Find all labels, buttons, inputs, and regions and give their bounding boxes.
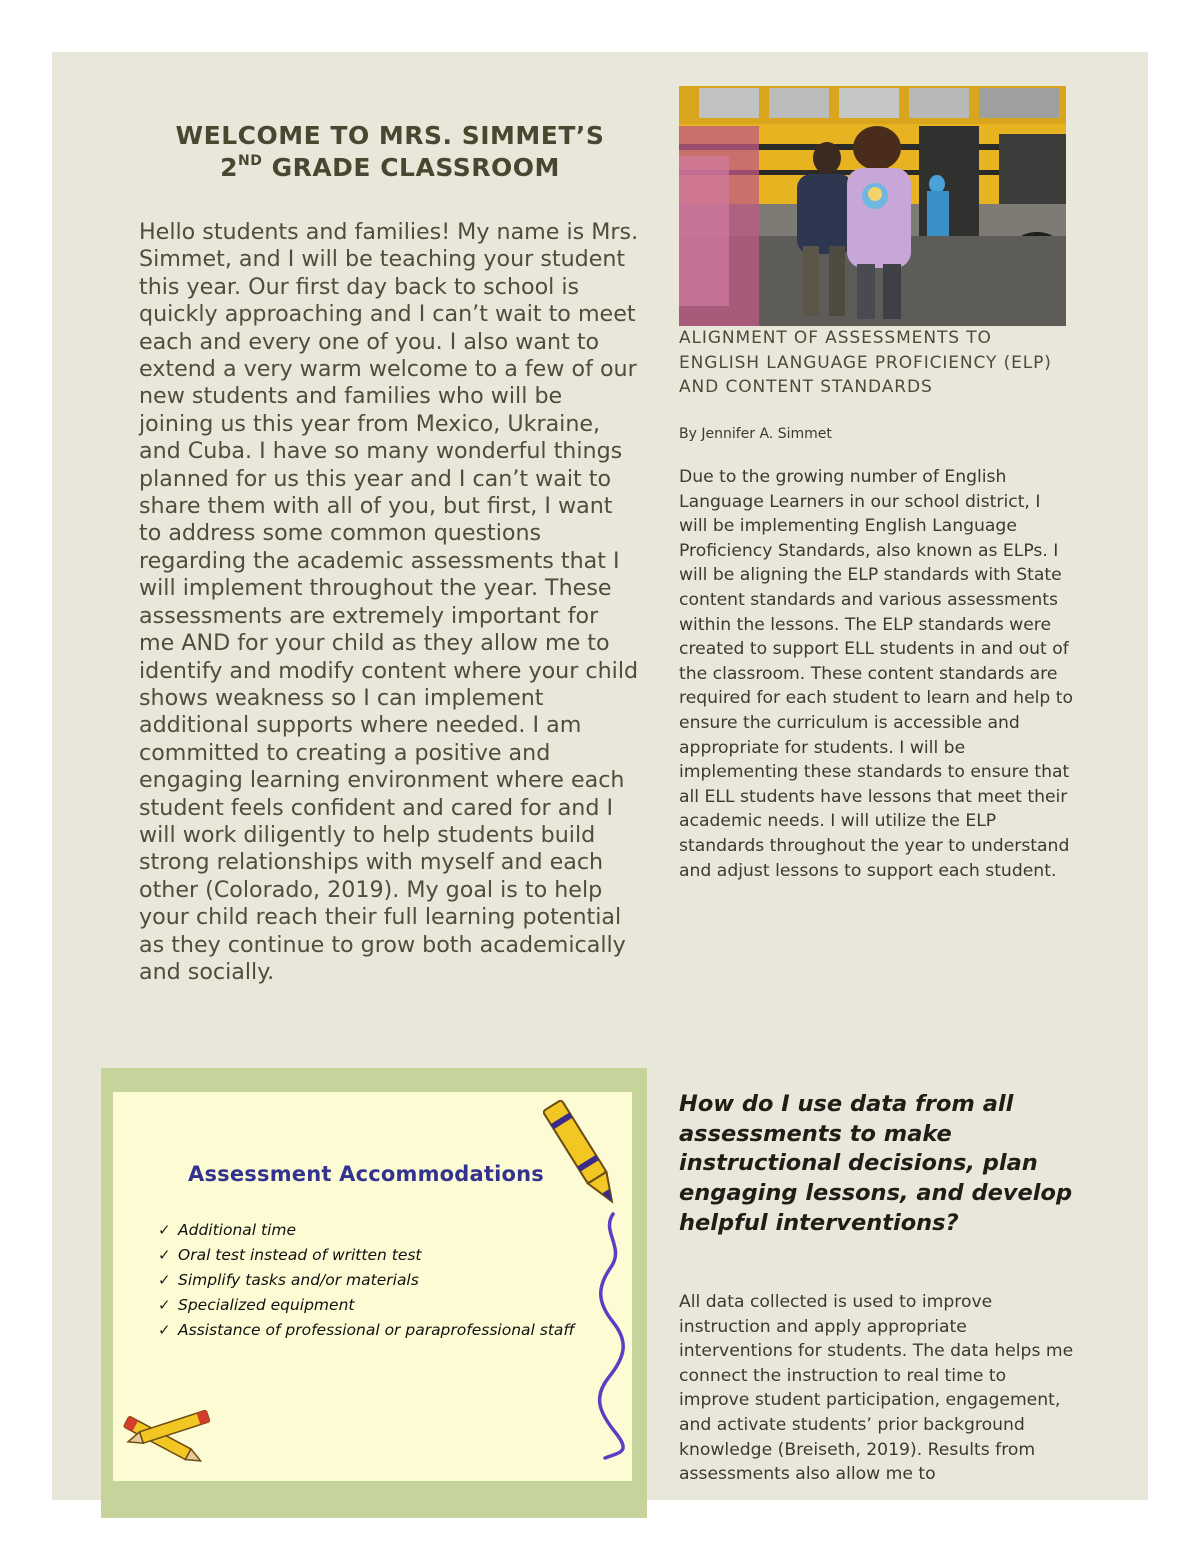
check-icon: ✓	[158, 1271, 171, 1289]
list-item	[158, 1320, 578, 1341]
pencils-icon	[113, 1397, 223, 1482]
article-body: Due to the growing number of English Language Learners in our school district, I will be implementing English Language Proficiency Standards, also known as ELPs. I will be aligning the ELP standards with State content standards and various assessments within the lessons. The ELP standards were created to support ELL students in and out of the classroom. These content standards are required for each student to learn and help to ensure the curriculum is accessible and appropriate for students. I will be implementing these standards to ensure that all ELL students have lessons that meet their academic needs. I will utilize the ELP standards throughout the year to understand and adjust lessons to support each student.	[679, 467, 1074, 881]
school-bus-photo	[679, 86, 1066, 326]
slide-title: Assessment Accommodations	[188, 1162, 545, 1186]
data-usage-body: All data collected is used to improve instruction and apply appropriate interventions for students. The data helps me connect the instruction to real time to improve student participation, engagement, and activate students’ prior background knowledge (Breiseth, 2019). Results from assessments also allow me to	[679, 1292, 1074, 1485]
list-item-text: Specialized equipment	[178, 1296, 355, 1314]
squiggle-line-icon	[591, 1212, 631, 1462]
assessment-accommodations-slide	[101, 1068, 647, 1518]
list-item-text: Assistance of professional or paraprofessional staff	[178, 1321, 575, 1339]
check-icon: ✓	[158, 1221, 171, 1239]
list-item	[158, 1270, 578, 1291]
list-item-text: Simplify tasks and/or materials	[178, 1271, 419, 1289]
welcome-title	[140, 120, 640, 184]
welcome-title-ordinal: ND	[238, 153, 263, 169]
article-heading: ALIGNMENT OF ASSESSMENTS TO ENGLISH LANGUAGE PROFICIENCY (ELP) AND CONTENT STANDARDS	[679, 328, 1052, 397]
check-icon: ✓	[158, 1296, 171, 1314]
welcome-body: Hello students and families! My name is Mrs. Simmet, and I will be teaching your student this year. Our first day back to school is quickly approaching and I can’t wait to meet each and every one of you. I also want to extend a very warm welcome to a few of our new students and families who will be joining us this year from Mexico, Ukraine, and Cuba. I have so many wonderful things planned for us this year and I can’t wait to share them with all of you, but first, I want to address some common questions regarding the academic assessments that I will implement throughout the year. These assessments are extremely important for me AND for your child as they allow me to identify and modify content where your child shows weakness so I can implement additional supports where needed. I am committed to creating a positive and engaging learning environment where each student feels confident and cared for and I will work diligently to help students build strong relationships with myself and each other (Colorado, 2019). My goal is to help your child reach their full learning potential as they continue to grow both academically and socially.	[139, 219, 639, 985]
accommodations-list	[158, 1220, 578, 1345]
welcome-title-grade: 2	[220, 153, 239, 182]
list-item	[158, 1220, 578, 1241]
slide-panel	[113, 1092, 632, 1481]
list-item	[158, 1245, 578, 1266]
data-usage-question: How do I use data from all assessments to make instructional decisions, plan engaging lessons, and develop helpful interventions?	[679, 1091, 1073, 1236]
article-byline: By Jennifer A. Simmet	[679, 426, 832, 442]
check-icon: ✓	[158, 1246, 171, 1264]
check-icon: ✓	[158, 1321, 171, 1339]
list-item	[158, 1295, 578, 1316]
list-item-text: Oral test instead of written test	[178, 1246, 422, 1264]
welcome-title-line2: GRADE CLASSROOM	[262, 153, 560, 182]
welcome-title-line1: WELCOME TO MRS. SIMMET’S	[175, 121, 605, 150]
crayon-icon	[543, 1092, 623, 1222]
list-item-text: Additional time	[178, 1221, 297, 1239]
